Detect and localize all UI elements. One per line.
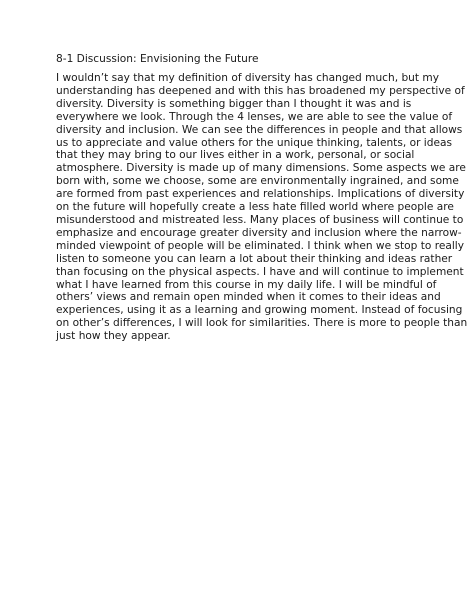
paragraph-line: listen to someone you can learn a lot about their thinking and ideas rather [56,252,453,265]
paragraph-line: I wouldn’t say that my definition of diversity has changed much, but my [56,72,440,84]
discussion-paragraph [56,72,468,343]
paragraph-line: on other’s differences, I will look for similarities. There is more to people than [56,317,468,330]
paragraph-line: are formed from past experiences and relationships. Implications of diversity [56,188,465,201]
paragraph-line: everywhere we look. Through the 4 lenses, we are able to see the value of [56,110,453,123]
paragraph-line: just how they appear. [56,330,171,343]
paragraph-line: others’ views and remain open minded when it comes to their ideas and [56,291,441,304]
paragraph-line: diversity and inclusion. We can see the differences in people and that allows [56,123,463,136]
paragraph-line: that they may bring to our lives either in a work, personal, or social [56,149,415,162]
paragraph-line: on the future will hopefully create a less hate filled world where people are [56,201,454,214]
paragraph-line: atmosphere. Diversity is made up of many dimensions. Some aspects we are [56,162,466,175]
page-title: 8-1 Discussion: Envisioning the Future [56,53,259,65]
paragraph-line: born with, some we choose, some are environmentally ingrained, and some [56,175,459,188]
paragraph-line: than focusing on the physical aspects. I have and will continue to implement [56,265,464,278]
paragraph-line: experiences, using it as a learning and growing moment. Instead of focusing [56,304,463,317]
paragraph-line: diversity. Diversity is something bigger than I thought it was and is [56,97,412,110]
paragraph-line: misunderstood and mistreated less. Many places of business will continue to [56,213,464,226]
paragraph-line: emphasize and encourage greater diversity and inclusion where the narrow- [56,226,462,239]
paragraph-line: us to appreciate and value others for the unique thinking, talents, or ideas [56,136,452,149]
paragraph-line: understanding has deepened and with this has broadened my perspective of [56,84,465,97]
paragraph-line: what I have learned from this course in my daily life. I will be mindful of [56,278,437,291]
paragraph-line: minded viewpoint of people will be eliminated. I think when we stop to really [56,239,465,252]
